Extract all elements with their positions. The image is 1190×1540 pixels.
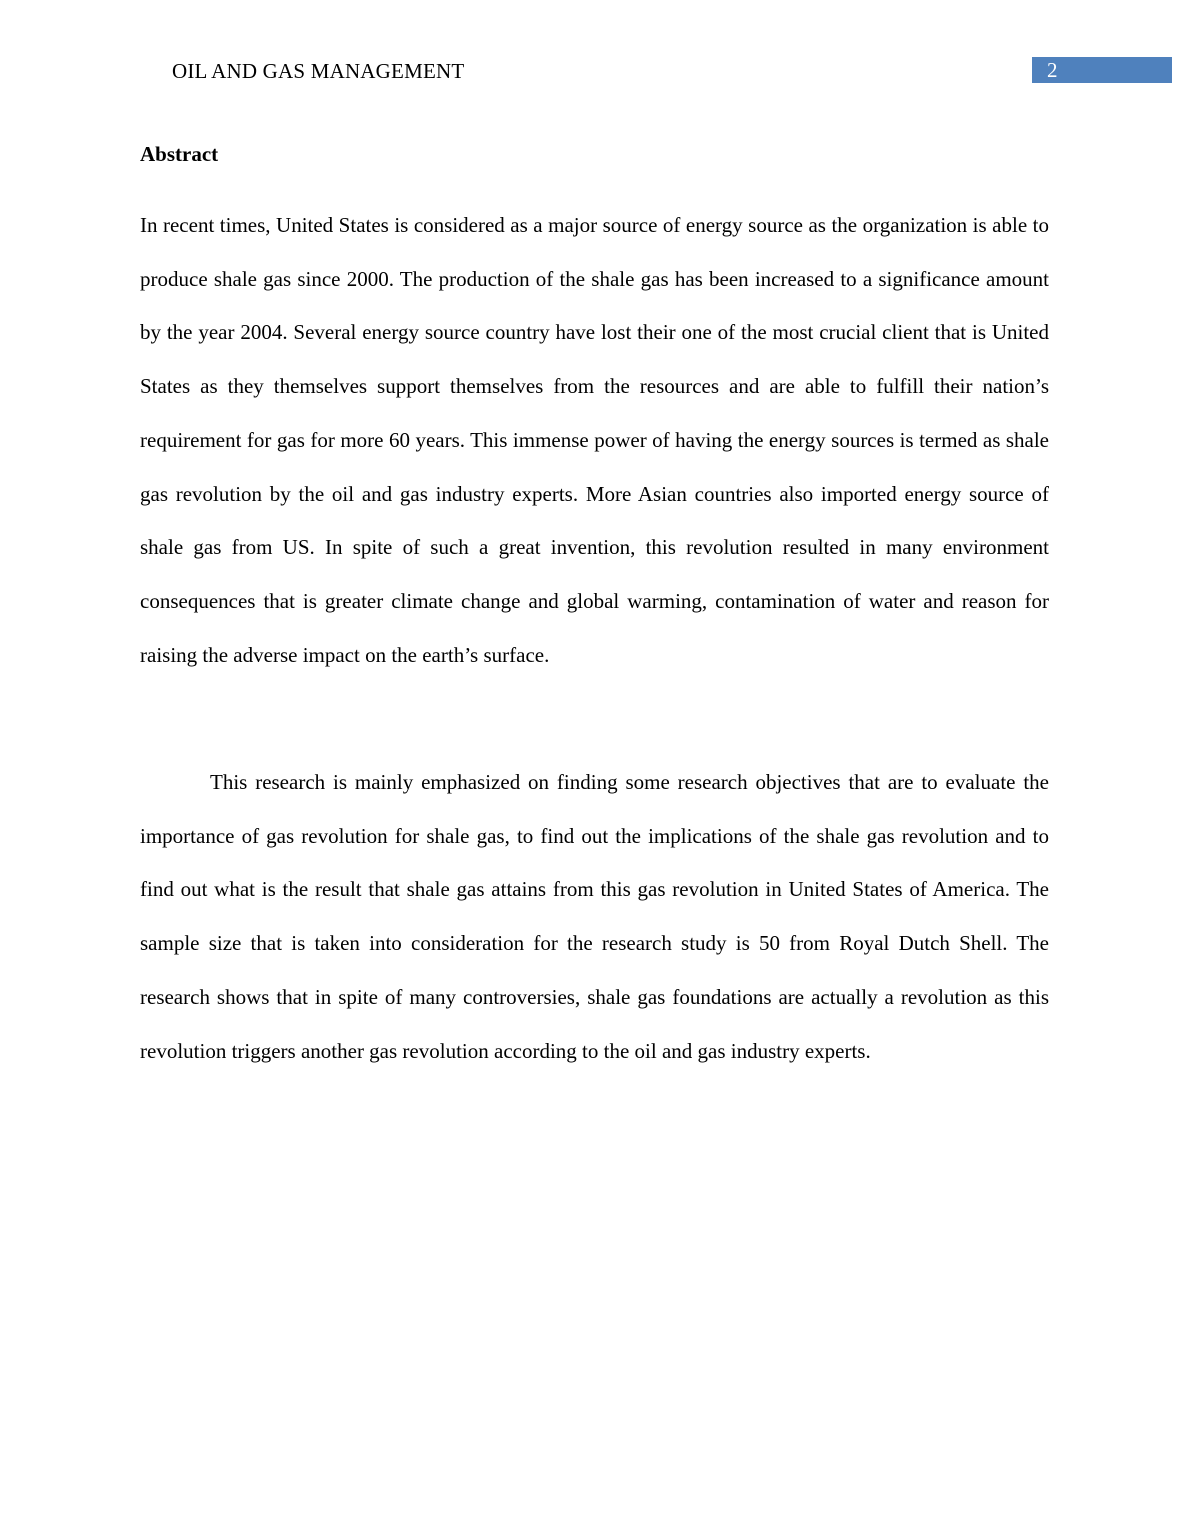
abstract-paragraph-1: In recent times, United States is considered as a major source of energy source as the organization is able to produce shale gas since 2000. The production of the shale gas has been increased to a significance amount by the year 2004. Several energy source country have lost their one of the most crucial client that is United States as they themselves support themselves from the resources and are able to fulfill their nation’s requirement for gas for more 60 years. This immense power of having the energy sources is termed as shale gas revolution by the oil and gas industry experts. More Asian countries also imported energy source of shale gas from US. In spite of such a great invention, this revolution resulted in many environment consequences that is greater climate change and global warming, contamination of water and reason for raising the adverse impact on the earth’s surface. — [140, 213, 1049, 667]
section-heading-abstract: Abstract — [140, 142, 219, 166]
running-head-title: OIL AND GAS MANAGEMENT — [172, 59, 465, 83]
abstract-paragraph-2: This research is mainly emphasized on finding some research objectives that are to evaluate the importance of gas revolution for shale gas, to find out the implications of the shale gas revolution and to find out what is the result that shale gas attains from this gas revolution in United States of America. The sample size that is taken into consideration for the research study is 50 from Royal Dutch Shell. The research shows that in spite of many controversies, shale gas foundations are actually a revolution as this revolution triggers another gas revolution according to the oil and gas industry experts. — [140, 770, 1049, 1063]
page-number: 2 — [1047, 58, 1058, 82]
page-number-badge — [1032, 57, 1172, 83]
